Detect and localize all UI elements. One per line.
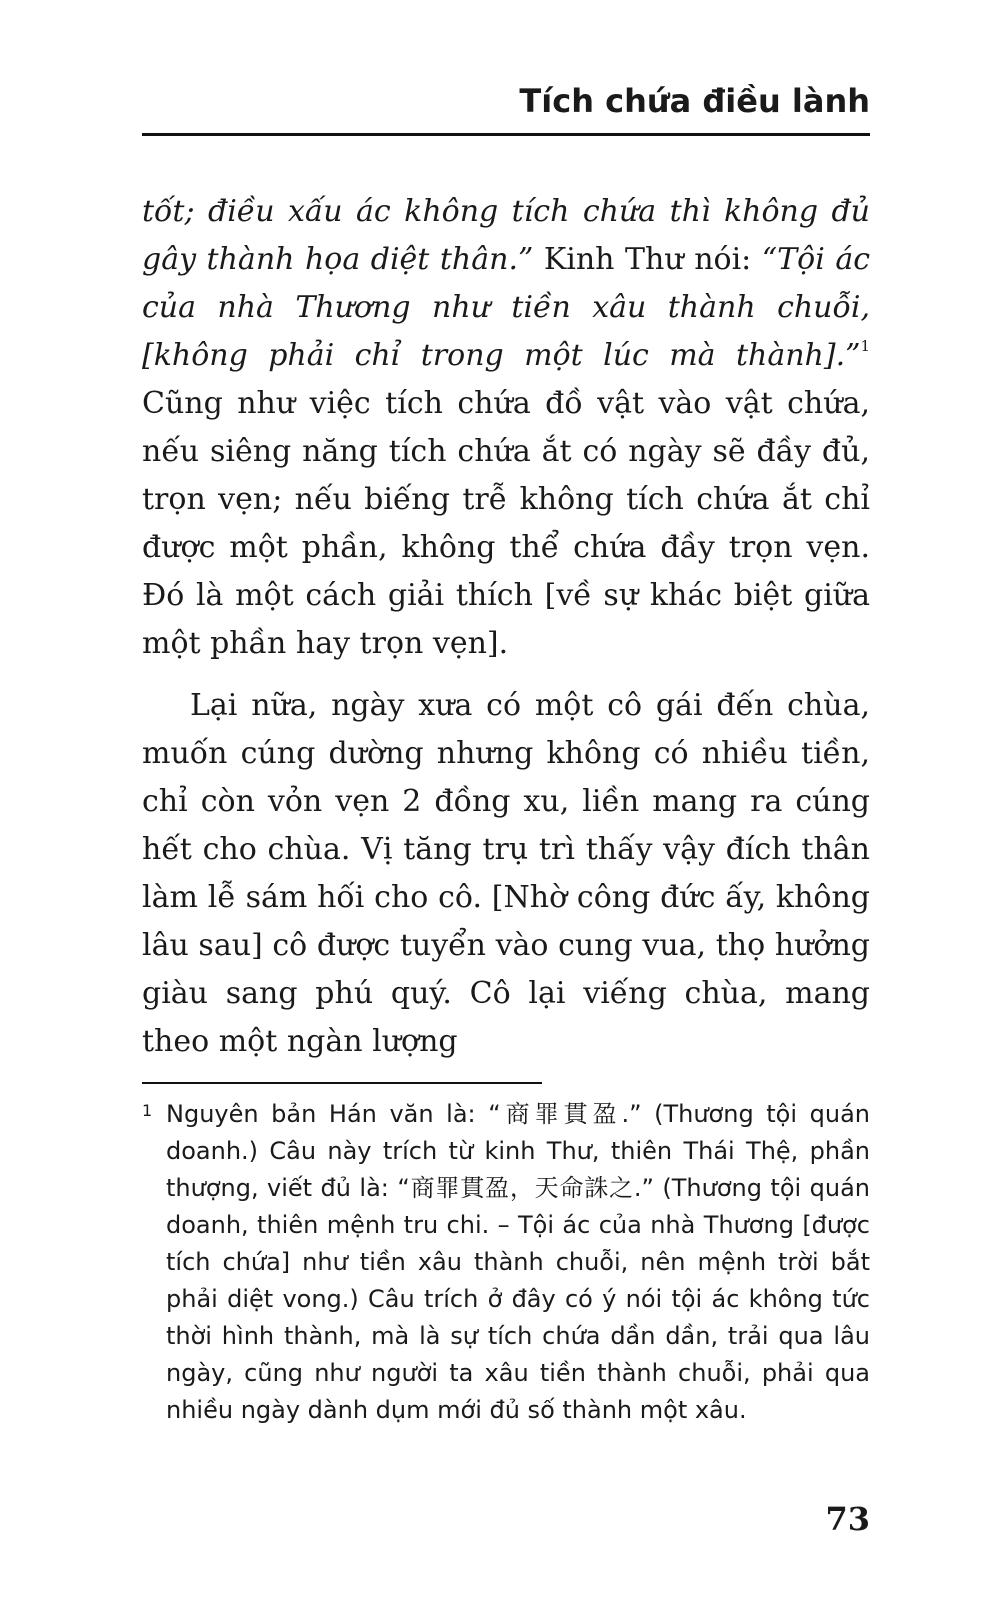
footnote-text: Nguyên bản Hán văn là: “商罪貫盈.” (Thương tội quán doanh.) Câu này trích từ kinh Thư, thiên Thái Thệ, phần thượng, viết đủ là: “商罪貫盈，天命誅之.” (Thương tội quán doanh, thiên mệnh tru chi. – Tội ác của nhà Thương [được tích chứa] như tiền xâu thành chuỗi, nên mệnh trời bắt phải diệt vong.) Câu trích ở đây có ý nói tội ác không tức thời hình thành, mà là sự tích chứa dần dần, trải qua lâu ngày, cũng như người ta xâu tiền thành chuỗi, phải qua nhiều ngày dành dụm mới đủ số thành một xâu. xyxy=(166,1100,870,1424)
quote-2: “Tội ác của nhà Thương như tiền xâu thành chuỗi, [không phải chỉ trong một lúc mà thành].” xyxy=(142,242,871,373)
footnote xyxy=(142,1096,870,1429)
page-number: 73 xyxy=(825,1500,870,1538)
running-header: Tích chứa điều lành xyxy=(519,82,870,120)
text-2: Cũng như việc tích chứa đồ vật vào vật chứa, nếu siêng năng tích chứa ắt có ngày sẽ đầy đủ, trọn vẹn; nếu biếng trễ không tích chứa ắt chỉ được một phần, không thể chứa đầy trọn vẹn. Đó là một cách giải thích [về sự khác biệt giữa một phần hay trọn vẹn]. xyxy=(142,386,870,661)
paragraph-1 xyxy=(142,188,870,668)
quote-1: tốt; điều xấu ác không tích chứa thì không đủ gây thành họa diệt thân.” xyxy=(142,194,870,277)
footnote-number: 1 xyxy=(142,1101,153,1120)
footnote-rule xyxy=(142,1082,542,1084)
text-1: Kinh Thư nói: xyxy=(533,242,762,277)
paragraph-2: Lại nữa, ngày xưa có một cô gái đến chùa, muốn cúng dường nhưng không có nhiều tiền, chỉ còn vỏn vẹn 2 đồng xu, liền mang ra cúng hết cho chùa. Vị tăng trụ trì thấy vậy đích thân làm lễ sám hối cho cô. [Nhờ công đức ấy, không lâu sau] cô được tuyển vào cung vua, thọ hưởng giàu sang phú quý. Cô lại viếng chùa, mang theo một ngàn lượng xyxy=(142,688,870,1059)
main-text xyxy=(142,188,870,1066)
footnote-reference[interactable]: 1 xyxy=(860,337,870,355)
header-rule xyxy=(142,133,870,136)
